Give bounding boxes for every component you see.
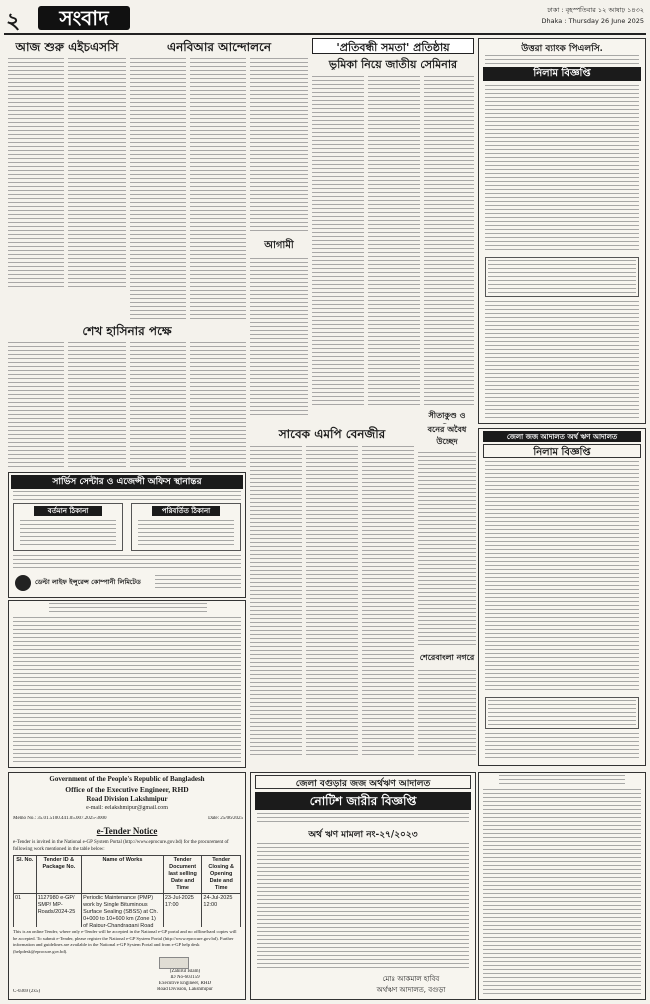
article-text-hsc-col1 [8, 58, 64, 290]
tender-division: Road Division Lakshmipur [86, 795, 168, 803]
tender-intro: e-Tender is invited in the National e-GP System Portal (http://www.eprocure.gov.bd) for the procurement of following work mentioned in the table below: [13, 840, 229, 852]
bangla-notice-box [8, 600, 246, 768]
date-english: Dhaka : Thursday 26 June 2025 [541, 17, 644, 25]
headline-sitakunda: সীতাকুণ্ড ও [428, 410, 466, 420]
headline-seminar-line2: ভূমিকা নিয়ে জাতীয় সেমিনার [328, 58, 458, 70]
bank-auction-title: নিলাম বিজ্ঞপ্তি [483, 67, 641, 81]
tender-notice-box [8, 772, 246, 1000]
tender-table [13, 855, 241, 927]
company-name: ডেল্টা লাইফ ইন্সুরেন্স কোম্পানী লিমিটেড [35, 578, 141, 586]
masthead-logo: সংবাদ [38, 6, 130, 30]
signature-image [159, 957, 189, 969]
date-bangla: ঢাকা : বৃহস্পতিবার ১২ আষাঢ় ১৪৩২ [547, 6, 644, 14]
tender-cell: 23-Jul-2025 17:00 [163, 894, 202, 928]
article-text-hasina-col2 [68, 342, 126, 470]
bank-ad-text-2 [485, 301, 639, 419]
new-address-box [131, 503, 241, 551]
nilam-table [485, 697, 639, 729]
headline-sitakunda-sub2: উচ্ছেদ [436, 436, 458, 446]
article-text-sitakunda [418, 452, 476, 648]
headline-next-year: আগামী [264, 240, 294, 251]
bank-ad-table [485, 257, 639, 297]
article-text-hasina-col4 [190, 342, 246, 470]
tender-col-closing: Tender Closing & Opening Date and Time [202, 856, 241, 894]
new-address-label: পরিবর্তিত ঠিকানা [152, 506, 220, 516]
article-text-mp-col3 [362, 446, 414, 756]
article-text-seminar-col1 [312, 76, 364, 406]
article-text-bnp-col2 [190, 58, 246, 320]
article-text-hasina-col3 [130, 342, 186, 470]
tender-cell: 1127980 e-GP/ SMP/ MP-Roads/2024-25 [36, 894, 81, 928]
company-address [155, 575, 241, 591]
article-text-seminar-col3 [424, 76, 474, 406]
service-center-note [13, 555, 241, 571]
tender-col-works: Name of Works [82, 856, 164, 894]
tender-signer-name: (Zahirul Islam) [169, 969, 201, 974]
headline-hasina: শেখ হাসিনার পক্ষে [82, 324, 172, 338]
court-notice-box [250, 772, 476, 1000]
article-text-seminar-col2 [368, 76, 420, 406]
headline-sitakunda-sub: বনের অবৈধ [427, 424, 467, 434]
tender-office: Office of the Executive Engineer, RHD [65, 785, 189, 794]
court-notice-case: অর্থ ঋণ মামলা নং-২৭/২০২৩ [308, 830, 418, 839]
court-notice-text [257, 843, 469, 969]
page-number: ২ [6, 8, 21, 32]
tender-memo: Memo No.: 35.01.5100.441.05.007.2025-3000 [13, 816, 107, 821]
old-address-text [20, 520, 116, 546]
tender-email: e-mail: eelakshmipur@gmail.com [86, 805, 168, 811]
tender-col-sl: Sl. No. [14, 856, 37, 894]
tender-cell: Periodic Maintenance (PMP) work by Single Bituminous Surface Sealing (SBSS) at Ch. 0+000 to 10+600 km (Zone 1) of Raipur-Chandraganj Road [82, 894, 164, 928]
tender-cell: 01 [14, 894, 37, 928]
article-text-bnp-col3 [250, 58, 308, 233]
bank-ad-text [485, 85, 639, 253]
tender-gov: Government of the People's Republic of Bangladesh [49, 775, 205, 783]
header-rule [4, 33, 646, 35]
court-notice-signature: মোঃ আকমাল হাবিব [382, 975, 440, 983]
tender-code: C-0369 (2x5) [13, 989, 41, 994]
old-address-label: বর্তমান ঠিকানা [34, 506, 102, 516]
headline-seminar-line1: 'প্রতিবন্ধী সমতা' প্রতিষ্ঠায় [312, 38, 474, 54]
court-notice-title: নোটিশ জারীর বিজ্ঞপ্তি [255, 792, 471, 810]
tender-signer-id: ID No-603159 [170, 975, 200, 980]
old-address-box [13, 503, 123, 551]
tender-signer-office: Road Division, Lakshmipur [157, 987, 213, 992]
tender-col-id: Tender ID & Package No. [36, 856, 81, 894]
delta-life-logo-icon [15, 575, 31, 591]
tender-cell: 24-Jul-2025 12:00 [202, 894, 241, 928]
right-lower-notice-header [499, 775, 625, 785]
tender-memo-date: Date: 25/06/2025 [208, 816, 243, 821]
article-text-mp-col1 [250, 446, 302, 756]
headline-mp: সাবেক এমপি বেনজীর [278, 427, 386, 441]
tender-footer: This is an online Tender, where only e-Tender will be accepted in the National e-GP portal and no offline/hard copies will be accepted. To submit e-Tender, please register the National e-GP System Portal (http://www.eprocure.gov.bd). Further information and guidelines are available in the National e-GP System Portal and from e-GP help desk (helpdesk@eprocure.gov.bd). [13, 929, 237, 954]
article-text-bnp-col1 [130, 58, 186, 320]
nilam-ad-box [478, 428, 646, 766]
bank-address [485, 55, 639, 65]
headline-hsc: আজ শুরু এইচএসসি [15, 40, 119, 54]
nilam-footer [485, 733, 639, 761]
tender-col-selling: Tender Document last selling Date and Time [163, 856, 202, 894]
article-text-hsc-col2 [68, 58, 126, 290]
nilam-court: জেলা জজ আদালত অর্থ ঋণ আদালত [483, 431, 641, 442]
headline-bnp: এনবিআর আন্দোলনে [166, 40, 272, 54]
right-lower-notice-text [483, 789, 641, 995]
article-text-mp-col2 [306, 446, 358, 756]
nilam-text [485, 461, 639, 693]
headline-sherebangla: শেরেবাংলা নগরে [419, 652, 475, 662]
table-row [14, 894, 241, 928]
court-notice-court: জেলা বগুড়ার জজ অর্থঋণ আদালত [255, 775, 471, 789]
bangla-notice-text [13, 617, 241, 763]
bank-name: উত্তরা ব্যাংক পিএলসি. [521, 44, 603, 54]
bangla-notice-header [49, 603, 207, 613]
right-lower-notice [478, 772, 646, 1000]
service-center-ad [8, 472, 246, 598]
court-notice-signature-2: অর্থঋণ আদালত, বগুড়া [376, 986, 446, 994]
service-center-title: সার্ভিস সেন্টার ও এজেন্সী অফিস স্থানান্তর [11, 475, 243, 489]
new-address-text [138, 520, 234, 546]
nilam-title: নিলাম বিজ্ঞপ্তি [483, 444, 641, 458]
bank-ad-box [478, 38, 646, 424]
article-text-hasina-col1 [8, 342, 64, 470]
nilam-table-rows [488, 700, 636, 726]
tender-title: e-Tender Notice [96, 826, 158, 836]
article-text-next-year [250, 258, 308, 416]
service-center-intro [13, 491, 241, 501]
court-notice-intro [257, 813, 469, 825]
bank-table-rows [488, 260, 636, 294]
article-text-sherebangla [418, 670, 476, 756]
tender-signer-title: Executive Engineer, RHD [158, 981, 212, 986]
